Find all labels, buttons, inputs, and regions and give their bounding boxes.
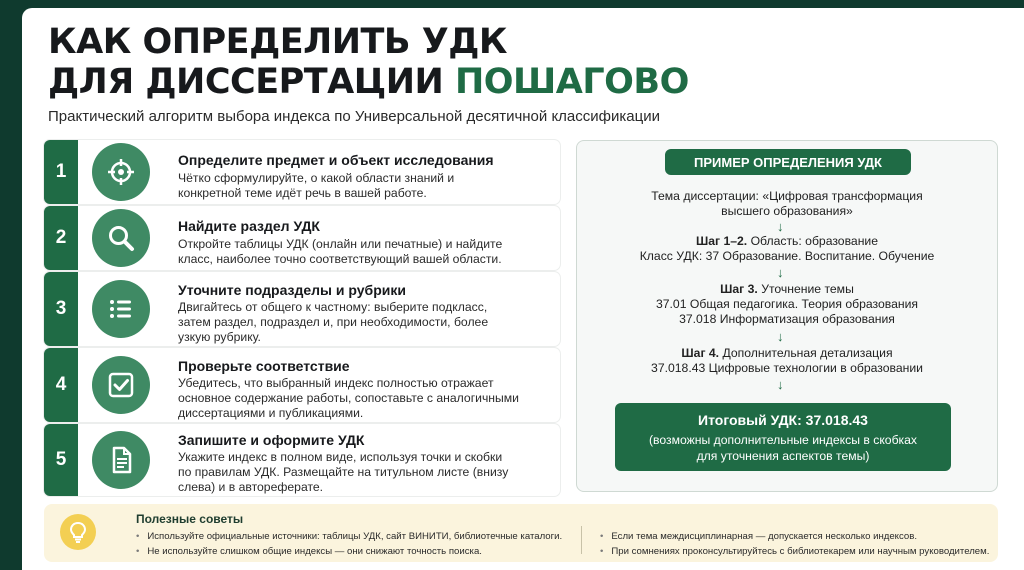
example-step-1-2 — [577, 234, 997, 248]
step-1-card — [44, 140, 560, 204]
step-5-card — [44, 424, 560, 496]
step-5-title: Запишите и оформите УДК — [178, 432, 365, 448]
tip-item: • Если тема междисциплинарная — допускается несколько индексов. — [600, 531, 917, 542]
result-note-line: для уточнения аспектов темы) — [696, 449, 870, 463]
page-subtitle: Практический алгоритм выбора индекса по Универсальной десятичной классификации — [48, 108, 660, 125]
title-line-1: КАК ОПРЕДЕЛИТЬ УДК — [48, 22, 508, 62]
step-1-number: 1 — [44, 140, 78, 204]
step-2-desc-line: класс, наиболее точно соответствующий вашей области. — [178, 252, 502, 266]
result-note-line: (возможны дополнительные индексы в скобках — [648, 433, 918, 447]
step-2-description — [178, 237, 548, 267]
arrow-down-icon: ↓ — [777, 329, 784, 344]
arrow-down-icon: ↓ — [777, 377, 784, 392]
step-5-desc-line: слева) и в автореферате. — [178, 480, 324, 494]
arrow-down-icon: ↓ — [777, 219, 784, 234]
example-step-4-label: Шаг 4. — [681, 346, 720, 360]
example-step-3-text: Уточнение темы — [761, 282, 854, 296]
step-1-desc-line: Чётко сформулируйте, о какой области знаний и — [178, 171, 455, 185]
step-5-description — [178, 450, 548, 495]
example-class-line: Класс УДК: 37 Образование. Воспитание. Обучение — [639, 249, 935, 263]
step-4-desc-line: Убедитесь, что выбранный индекс полностью отражает — [178, 376, 494, 390]
search-icon — [92, 209, 150, 267]
step-3-card — [44, 272, 560, 346]
example-step-4 — [577, 346, 997, 360]
example-detail-line: 37.018.43 Цифровые технологии в образовании — [651, 361, 923, 375]
lightbulb-icon — [60, 514, 96, 550]
target-icon — [92, 143, 150, 201]
infographic-card — [22, 8, 1024, 570]
step-3-number: 3 — [44, 272, 78, 346]
step-4-description — [178, 376, 548, 421]
checkbox-icon — [92, 356, 150, 414]
example-step-1-2-label: Шаг 1–2. — [695, 234, 748, 248]
step-3-description — [178, 300, 548, 345]
tip-item: • При сомнениях проконсультируйтесь с библиотекарем или научным руководителем. — [600, 546, 989, 557]
step-2-title: Найдите раздел УДК — [178, 218, 320, 234]
tip-item: • Не используйте слишком общие индексы — они снижают точность поиска. — [136, 546, 482, 557]
step-5-desc-line: по правилам УДК. Размещайте на титульном листе (внизу — [178, 465, 509, 479]
document-icon — [92, 431, 150, 489]
step-5-desc-line: Укажите индекс в полном виде, используя точки и скобки — [178, 450, 503, 464]
step-3-desc-line: узкую рубрику. — [178, 330, 261, 344]
step-1-title: Определите предмет и объект исследования — [178, 152, 494, 168]
udc-example-panel — [576, 140, 998, 492]
title-line-2-prefix: ДЛЯ ДИССЕРТАЦИИ — [48, 62, 444, 102]
step-4-desc-line: основное содержание работы, сопоставьте с аналогичными — [178, 391, 519, 405]
step-2-card — [44, 206, 560, 270]
title-line-2 — [48, 62, 689, 102]
example-step-1-2-text: Область: образование — [750, 234, 879, 248]
tips-divider — [581, 526, 582, 554]
example-subclass-line: 37.01 Общая педагогика. Теория образования — [655, 297, 919, 311]
step-1-desc-line: конкретной теме идёт речь в вашей работе. — [178, 186, 427, 200]
step-3-title: Уточните подразделы и рубрики — [178, 282, 406, 298]
result-title: Итоговый УДК: 37.018.43 — [698, 412, 868, 428]
result-note — [615, 432, 951, 464]
example-step-3-label: Шаг 3. — [720, 282, 758, 296]
arrow-down-icon: ↓ — [777, 265, 784, 280]
title-accent: ПОШАГОВО — [454, 62, 689, 102]
example-topic-line: Тема диссертации: «Цифровая трансформация — [651, 189, 923, 203]
tips-title: Полезные советы — [136, 512, 244, 526]
tip-item: • Используйте официальные источники: таблицы УДК, сайт ВИНИТИ, библиотечные каталоги. — [136, 531, 562, 542]
example-step-3 — [577, 282, 997, 296]
page-title — [48, 22, 689, 102]
step-4-title: Проверьте соответствие — [178, 358, 350, 374]
step-3-desc-line: Двигайтесь от общего к частному: выберите подкласс, — [178, 300, 488, 314]
tips-panel — [44, 504, 998, 562]
step-4-number: 4 — [44, 348, 78, 422]
step-5-number: 5 — [44, 424, 78, 496]
step-2-number: 2 — [44, 206, 78, 270]
example-subclass-line: 37.018 Информатизация образования — [679, 312, 895, 326]
step-2-desc-line: Откройте таблицы УДК (онлайн или печатные) и найдите — [178, 237, 503, 251]
example-step-4-text: Дополнительная детализация — [722, 346, 893, 360]
result-box — [615, 403, 951, 471]
step-4-card — [44, 348, 560, 422]
step-4-desc-line: диссертациями и публикациями. — [178, 406, 364, 420]
step-3-desc-line: затем раздел, подраздел и, при необходимости, более — [178, 315, 489, 329]
example-topic-line: высшего образования» — [721, 204, 853, 218]
example-header: ПРИМЕР ОПРЕДЕЛЕНИЯ УДК — [665, 149, 911, 175]
list-icon — [92, 280, 150, 338]
step-1-description — [178, 171, 548, 201]
